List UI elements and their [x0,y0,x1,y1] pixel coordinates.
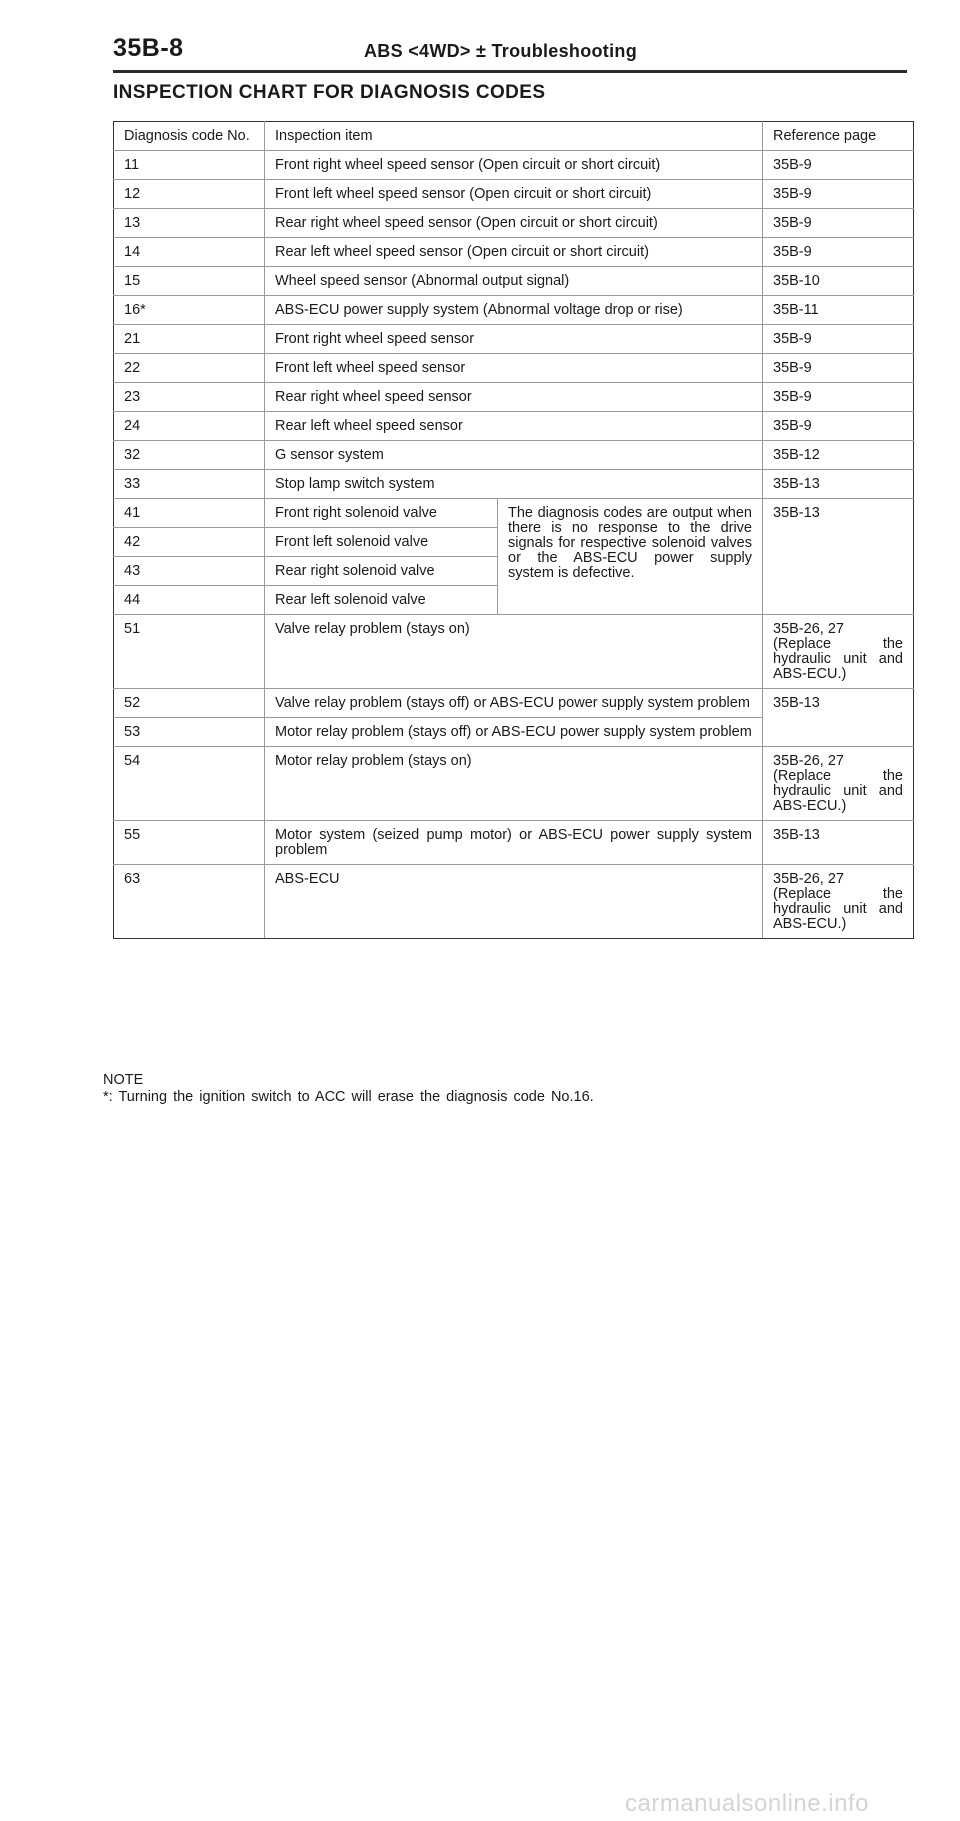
table-row [114,267,914,296]
page-number: 35B-8 [113,34,184,62]
code-cell: 12 [114,180,265,209]
code-cell: 13 [114,209,265,238]
table-row [114,151,914,180]
code-cell: 22 [114,354,265,383]
ref-cell: 35B-13 [763,821,914,865]
ref-cell: 35B-9 [763,180,914,209]
table-header-row [114,122,914,151]
code-cell: 33 [114,470,265,499]
code-cell: 63 [114,865,265,939]
code-cell: 24 [114,412,265,441]
item-cell: ABS-ECU [265,865,763,939]
ref-cell: 35B-9 [763,238,914,267]
item-cell: Motor relay problem (stays on) [265,747,763,821]
item-cell: G sensor system [265,441,763,470]
code-cell: 55 [114,821,265,865]
page-header [113,34,907,73]
ref-cell: 35B-13 [763,499,914,615]
reference-page: 35B-26, 27 [773,871,844,887]
table-row [114,296,914,325]
solenoid-note-cell: The diagnosis codes are output when there is no response to the drive signals for respective solenoid valves or the ABS-ECU power supply system is defective. [498,499,763,615]
item-cell: Valve relay problem (stays on) [265,615,763,689]
table-row [114,441,914,470]
code-cell: 44 [114,586,265,615]
code-cell: 41 [114,499,265,528]
note-heading: NOTE [103,1072,144,1088]
item-cell: Wheel speed sensor (Abnormal output signal) [265,267,763,296]
reference-remark: (Replace the hydraulic unit and ABS-ECU.) [773,886,903,932]
column-header-code: Diagnosis code No. [114,122,265,151]
chart-title: INSPECTION CHART FOR DIAGNOSIS CODES [113,82,546,103]
table-row [114,354,914,383]
section-title: ABS <4WD> ± Troubleshooting [364,41,637,61]
table-row [114,865,914,939]
table-row [114,383,914,412]
item-cell: Motor system (seized pump motor) or ABS-ECU power supply system problem [265,821,763,865]
ref-cell: 35B-13 [763,689,914,747]
item-cell: Front left wheel speed sensor (Open circuit or short circuit) [265,180,763,209]
item-cell: Rear right wheel speed sensor [265,383,763,412]
item-cell: Rear left wheel speed sensor (Open circuit or short circuit) [265,238,763,267]
item-cell: Front right solenoid valve [265,499,498,528]
item-cell: Stop lamp switch system [265,470,763,499]
ref-cell [763,615,914,689]
item-cell: Front right wheel speed sensor (Open circuit or short circuit) [265,151,763,180]
ref-cell: 35B-9 [763,412,914,441]
reference-remark: (Replace the hydraulic unit and ABS-ECU.) [773,636,903,682]
ref-cell: 35B-9 [763,325,914,354]
item-cell: ABS-ECU power supply system (Abnormal voltage drop or rise) [265,296,763,325]
note-text: *: Turning the ignition switch to ACC will erase the diagnosis code No.16. [103,1089,594,1105]
ref-cell: 35B-10 [763,267,914,296]
item-cell: Front right wheel speed sensor [265,325,763,354]
ref-cell: 35B-12 [763,441,914,470]
ref-cell: 35B-13 [763,470,914,499]
item-cell: Motor relay problem (stays off) or ABS-ECU power supply system problem [265,718,763,747]
table-row [114,747,914,821]
code-cell: 11 [114,151,265,180]
table-row [114,325,914,354]
ref-cell: 35B-9 [763,151,914,180]
table-row [114,238,914,267]
reference-page: 35B-26, 27 [773,621,844,637]
table-row [114,180,914,209]
ref-cell [763,747,914,821]
code-cell: 43 [114,557,265,586]
code-cell: 14 [114,238,265,267]
item-cell: Valve relay problem (stays off) or ABS-ECU power supply system problem [265,689,763,718]
code-cell: 23 [114,383,265,412]
watermark: carmanualsonline.info [625,1790,869,1817]
code-cell: 53 [114,718,265,747]
item-cell: Rear left solenoid valve [265,586,498,615]
table-row [114,412,914,441]
column-header-ref: Reference page [763,122,914,151]
table-row [114,689,914,718]
code-cell: 51 [114,615,265,689]
code-cell: 32 [114,441,265,470]
item-cell: Rear right solenoid valve [265,557,498,586]
table-row [114,470,914,499]
code-cell: 52 [114,689,265,718]
item-cell: Rear left wheel speed sensor [265,412,763,441]
code-cell: 21 [114,325,265,354]
ref-cell: 35B-9 [763,209,914,238]
item-cell: Rear right wheel speed sensor (Open circuit or short circuit) [265,209,763,238]
item-cell: Front left solenoid valve [265,528,498,557]
table-row [114,821,914,865]
code-cell: 54 [114,747,265,821]
table-row [114,499,914,528]
ref-cell: 35B-11 [763,296,914,325]
code-cell: 42 [114,528,265,557]
reference-remark: (Replace the hydraulic unit and ABS-ECU.) [773,768,903,814]
code-cell: 15 [114,267,265,296]
table-row [114,615,914,689]
ref-cell [763,865,914,939]
table-row [114,209,914,238]
ref-cell: 35B-9 [763,383,914,412]
code-cell: 16* [114,296,265,325]
reference-page: 35B-26, 27 [773,753,844,769]
item-cell: Front left wheel speed sensor [265,354,763,383]
diagnosis-code-table [113,121,914,939]
ref-cell: 35B-9 [763,354,914,383]
column-header-item: Inspection item [265,122,763,151]
